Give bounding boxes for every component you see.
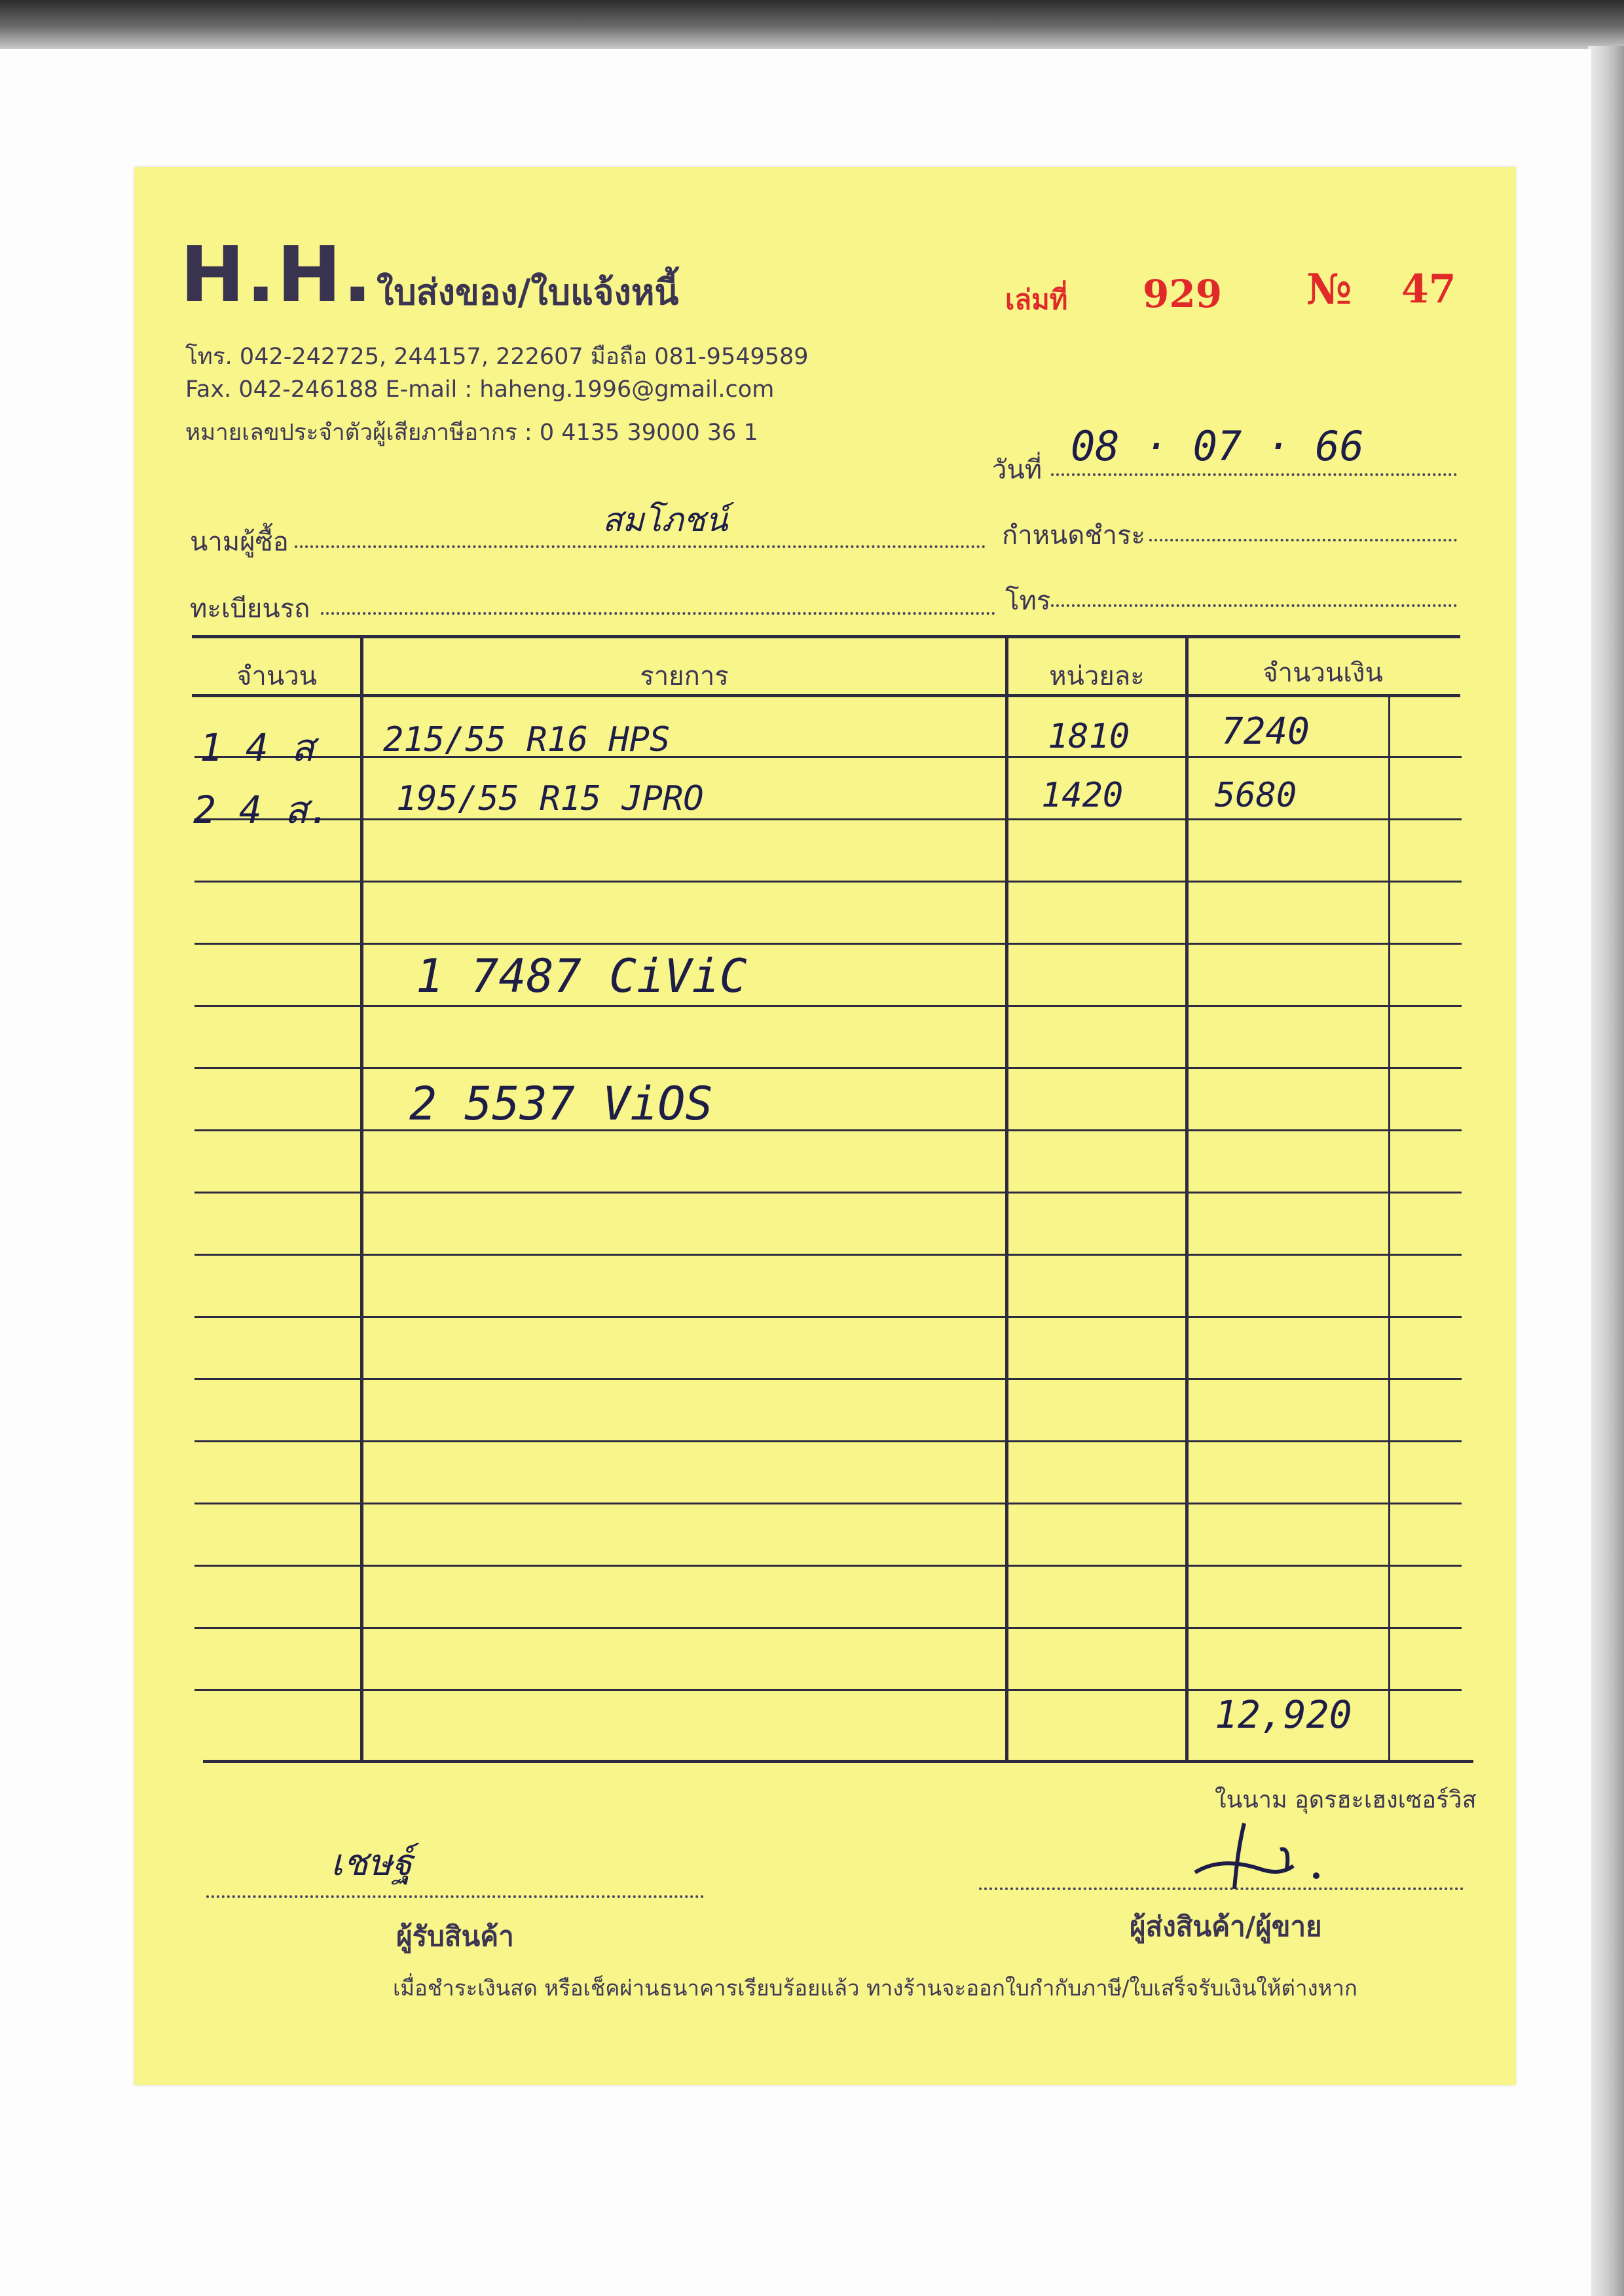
table-row-line (194, 943, 1462, 945)
row1-item: 215/55 R16 HPS (383, 720, 671, 759)
payment-note: เมื่อชำระเงินสด หรือเช็คผ่านธนาคารเรียบร้อยแล้ว ทางร้านจะออกใบกำกับภาษี/ใบเสร็จรับเงินให้ต่างหาก (393, 1975, 1357, 2001)
sender-label: ผู้ส่งสินค้า/ผู้ขาย (1130, 1910, 1322, 1942)
table-row-line (194, 1005, 1462, 1007)
receiver-signature: เชษฐ์ (331, 1842, 413, 1884)
row1-amount: 7240 (1221, 710, 1310, 753)
due-label: กำหนดชำระ (1002, 520, 1145, 551)
column-divider-qty (360, 635, 363, 1761)
header-item: รายการ (640, 661, 729, 691)
book-number: 929 (1143, 272, 1223, 316)
total-amount: 12,920 (1215, 1692, 1352, 1737)
date-value: 08 · 07 · 66 (1071, 422, 1364, 470)
table-row-line (194, 1129, 1462, 1131)
table-row-line (194, 881, 1462, 883)
receiver-label: ผู้รับสินค้า (396, 1920, 514, 1952)
table-row-line (194, 1378, 1462, 1380)
table-row-line (194, 818, 1462, 820)
table-row-line (194, 1254, 1462, 1256)
sender-signature-mark (1182, 1810, 1339, 1895)
number-sign: № (1306, 265, 1352, 314)
receiver-sign-line (206, 1895, 704, 1898)
table-row-line (194, 1067, 1462, 1069)
table-row-line (194, 1192, 1462, 1194)
slip-number: 47 (1401, 266, 1456, 312)
row1-unit: 1810 (1048, 717, 1130, 756)
column-divider-unit (1185, 635, 1189, 1761)
car-note-2: 2 5537 ViOS (409, 1077, 713, 1131)
plate-label: ทะเบียนรถ (190, 594, 310, 624)
buyer-value: สมโภชน์ (602, 501, 728, 539)
book-label: เล่มที่ (1005, 283, 1068, 316)
table-row-line (194, 1627, 1462, 1629)
company-logo: H.H. (180, 229, 374, 319)
column-divider-item (1005, 635, 1008, 1761)
tax-id-line: หมายเลขประจำตัวผู้เสียภาษีอากร : 0 4135 39000 36 1 (185, 420, 758, 446)
table-bottom-border (203, 1760, 1473, 1763)
row1-qty: 1 4 ส (200, 725, 315, 770)
fax-line: Fax. 042-246188 E-mail : haheng.1996@gmail.com (185, 376, 775, 403)
header-amount: จำนวนเงิน (1263, 658, 1383, 688)
row2-item: 195/55 R15 JPRO (396, 779, 704, 818)
row2-unit: 1420 (1041, 776, 1124, 815)
table-top-border (192, 635, 1460, 638)
header-unit-price: หน่วยละ (1049, 661, 1145, 691)
row2-qty: 2 4 ส. (193, 788, 331, 832)
buyer-label: นามผู้ซื้อ (190, 527, 289, 557)
column-divider-cents (1388, 694, 1390, 1761)
phone-label: โทร (1005, 586, 1051, 616)
table-row-line (194, 1503, 1462, 1504)
scanner-edge (1588, 46, 1624, 2296)
table-row-line (194, 1440, 1462, 1442)
row2-amount: 5680 (1215, 776, 1297, 815)
header-qty: จำนวน (236, 661, 318, 691)
date-label: วันที่ (992, 455, 1043, 485)
phone-line: โทร. 042-242725, 244157, 222607 มือถือ 081-9549589 (185, 344, 809, 370)
table-row-line (194, 1316, 1462, 1318)
document-title: ใบส่งของ/ใบแจ้งหนี้ (377, 272, 679, 313)
on-behalf-label: ในนาม อุดรฮะเฮงเซอร์วิส (1215, 1787, 1477, 1813)
table-row-line (194, 1565, 1462, 1567)
delivery-slip (134, 167, 1516, 2085)
table-row-line (194, 1689, 1462, 1691)
car-note-1: 1 7487 CiViC (416, 949, 747, 1003)
